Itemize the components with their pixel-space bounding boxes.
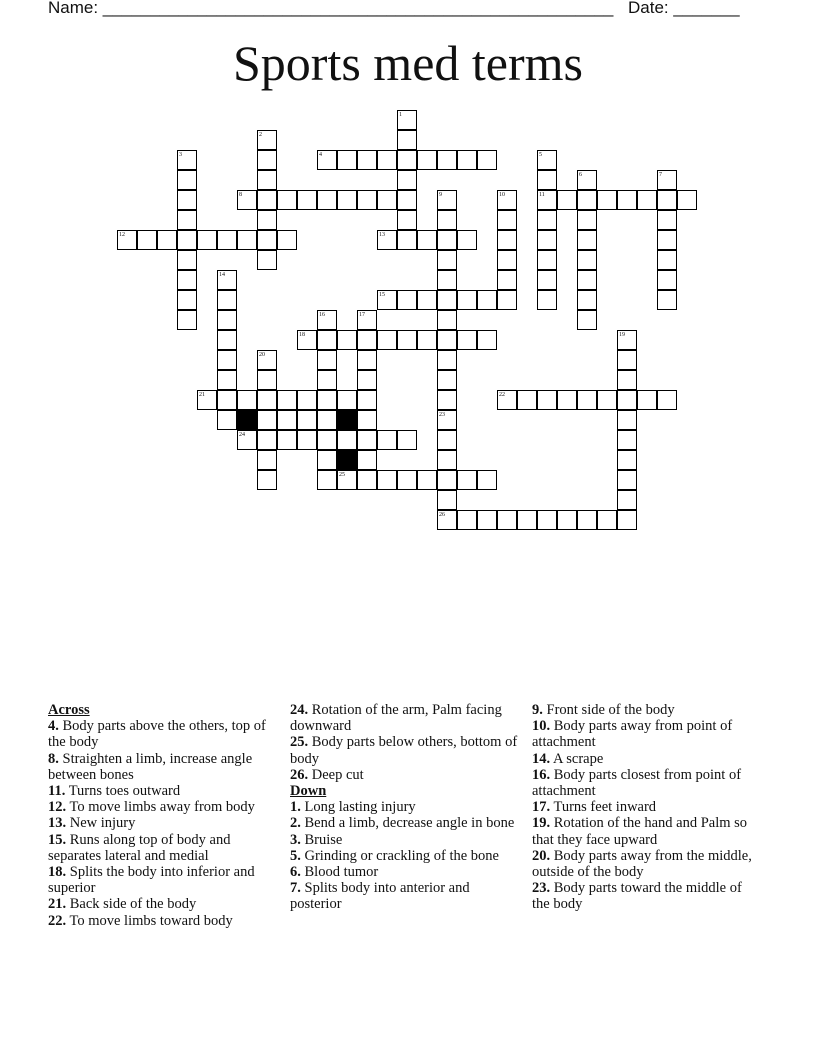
clue-number: 13. [48,815,67,832]
grid-cell[interactable] [357,450,377,470]
cell-number: 3 [179,152,182,158]
grid-cell[interactable] [417,230,437,250]
grid-cell[interactable] [437,450,457,470]
grid-cell[interactable] [257,230,277,250]
clue-item [48,913,278,929]
cell-number: 14 [219,272,225,278]
clue-item [290,734,520,766]
cell-number: 11 [539,192,545,198]
grid-cell[interactable] [617,490,637,510]
grid-cell[interactable] [617,390,637,410]
grid-cell[interactable] [257,170,277,190]
grid-cell[interactable] [257,450,277,470]
clue-number: 23. [532,880,551,897]
grid-cell[interactable] [537,170,557,190]
grid-cell[interactable] [417,330,437,350]
grid-cell[interactable] [477,150,497,170]
grid-cell[interactable] [297,390,317,410]
clues-column-3 [532,702,762,913]
clue-text: Straighten a limb, increase angle between bones [48,750,253,783]
grid-cell[interactable] [617,430,637,450]
clue-text: Body parts toward the middle of the body [532,880,742,913]
grid-cell[interactable] [437,310,457,330]
grid-cell[interactable] [657,210,677,230]
grid-cell[interactable] [317,390,337,410]
cell-number: 1 [399,112,402,118]
cell-number: 13 [379,232,385,238]
grid-cell[interactable] [437,290,457,310]
cell-number: 19 [619,332,625,338]
grid-cell[interactable] [177,310,197,330]
clue-number: 21. [48,896,67,913]
clue-text: A scrape [550,750,604,767]
clue-text: Turns toes outward [65,783,181,800]
clue-text: To move limbs away from body [66,799,255,816]
clue-text: Back side of the body [66,896,197,913]
grid-cell[interactable] [537,390,557,410]
clue-number: 6. [290,864,301,881]
date-field-label: Date: _______ [628,0,740,17]
grid-cell[interactable] [257,410,277,430]
grid-cell[interactable] [177,290,197,310]
grid-cell-black [337,450,357,470]
clue-item [48,864,278,896]
clue-number: 18. [48,864,67,881]
grid-cell[interactable] [577,390,597,410]
grid-cell[interactable] [157,230,177,250]
clue-item [532,815,762,847]
grid-cell[interactable] [537,290,557,310]
grid-cell[interactable] [557,190,577,210]
grid-cell[interactable] [577,270,597,290]
grid-cell[interactable] [257,430,277,450]
clue-number: 17. [532,799,551,816]
cell-number: 18 [299,332,305,338]
grid-cell[interactable] [397,130,417,150]
grid-cell[interactable] [437,430,457,450]
grid-cell[interactable] [637,390,657,410]
grid-cell[interactable] [337,330,357,350]
cell-number: 6 [579,172,582,178]
grid-cell[interactable] [497,510,517,530]
cell-number: 15 [379,292,385,298]
grid-cell[interactable] [437,330,457,350]
clue-text: Blood tumor [300,864,379,881]
cell-number: 24 [239,432,245,438]
clue-item [532,702,762,718]
grid-cell[interactable] [177,270,197,290]
clue-item [290,848,520,864]
clue-item [532,880,762,912]
grid-cell[interactable] [237,390,257,410]
clue-item [532,718,762,750]
grid-cell[interactable] [177,190,197,210]
clue-text: Body parts away from the middle, outside of the body [532,847,752,881]
cell-number: 2 [259,132,262,138]
grid-cell[interactable] [457,470,477,490]
clue-number: 14. [532,750,551,767]
grid-cell[interactable] [217,330,237,350]
clue-item [290,880,520,912]
grid-cell[interactable] [617,450,637,470]
grid-cell[interactable] [317,330,337,350]
clue-item [48,832,278,864]
clue-item [48,718,278,750]
grid-cell[interactable] [257,210,277,230]
grid-cell[interactable] [657,190,677,210]
clue-item [290,864,520,880]
grid-cell[interactable] [317,350,337,370]
grid-cell[interactable] [417,150,437,170]
grid-cell[interactable] [457,330,477,350]
cell-number: 8 [239,192,242,198]
clue-number: 9. [532,702,543,718]
grid-cell[interactable] [317,190,337,210]
grid-cell[interactable] [457,290,477,310]
clue-text: Body parts above the others, top of the body [48,718,266,751]
grid-cell[interactable] [657,250,677,270]
grid-cell[interactable] [577,250,597,270]
clue-number: 7. [290,880,301,897]
grid-cell[interactable] [497,210,517,230]
clue-item [48,896,278,912]
grid-cell[interactable] [437,390,457,410]
cell-number: 16 [319,312,325,318]
grid-cell[interactable] [477,290,497,310]
grid-cell[interactable] [277,430,297,450]
grid-cell[interactable] [217,230,237,250]
grid-cell[interactable] [617,410,637,430]
grid-cell[interactable] [537,250,557,270]
grid-cell[interactable] [177,170,197,190]
clue-text: Bend a limb, decrease angle in bone [300,815,515,832]
grid-cell[interactable] [257,370,277,390]
clue-item [48,799,278,815]
grid-cell[interactable] [617,190,637,210]
clue-number: 4. [48,718,59,735]
grid-cell[interactable] [357,470,377,490]
grid-cell-black [337,410,357,430]
grid-cell[interactable] [257,470,277,490]
grid-cell[interactable] [577,230,597,250]
clues-column-1 [48,702,278,929]
clue-text: Front side of the body [542,702,675,718]
grid-cell[interactable] [437,490,457,510]
grid-cell[interactable] [397,210,417,230]
grid-cell[interactable] [377,430,397,450]
grid-cell[interactable] [537,270,557,290]
grid-cell[interactable] [317,430,337,450]
clue-number: 11. [48,783,66,800]
grid-cell[interactable] [377,330,397,350]
grid-cell[interactable] [357,410,377,430]
clue-item [48,815,278,831]
grid-cell[interactable] [477,470,497,490]
cell-number: 25 [339,472,345,478]
grid-cell[interactable] [377,150,397,170]
grid-cell[interactable] [657,390,677,410]
clue-text: Runs along top of body and separates lateral and medial [48,831,231,864]
grid-cell[interactable] [397,230,417,250]
clue-number: 19. [532,815,551,832]
clue-number: 16. [532,766,551,783]
clue-item [290,799,520,815]
grid-cell[interactable] [437,270,457,290]
grid-cell[interactable] [357,350,377,370]
clue-text: New injury [66,815,136,832]
clue-text: Rotation of the arm, Palm facing downward [290,702,502,735]
clue-item [290,702,520,734]
grid-cell[interactable] [577,210,597,230]
grid-cell[interactable] [617,350,637,370]
grid-cell[interactable] [397,190,417,210]
grid-cell[interactable] [217,290,237,310]
grid-cell[interactable] [237,230,257,250]
grid-cell[interactable] [277,230,297,250]
cell-number: 10 [499,192,505,198]
clue-heading: Down [290,783,327,800]
cell-number: 22 [499,392,505,398]
grid-cell[interactable] [477,510,497,530]
grid-cell[interactable] [297,430,317,450]
grid-cell[interactable] [557,390,577,410]
clue-number: 1. [290,799,301,816]
clue-item [290,767,520,783]
grid-cell[interactable] [577,510,597,530]
grid-cell[interactable] [357,430,377,450]
clue-number: 25. [290,734,309,751]
grid-cell[interactable] [317,370,337,390]
grid-cell[interactable] [657,230,677,250]
grid-cell-black [237,410,257,430]
grid-cell[interactable] [617,510,637,530]
grid-cell[interactable] [257,150,277,170]
cell-number: 9 [439,192,442,198]
grid-cell[interactable] [477,330,497,350]
clue-text: Long lasting injury [300,799,416,816]
grid-cell[interactable] [277,190,297,210]
clue-item [532,799,762,815]
grid-cell[interactable] [217,310,237,330]
grid-cell[interactable] [217,390,237,410]
grid-cell[interactable] [337,430,357,450]
grid-cell[interactable] [417,290,437,310]
grid-cell[interactable] [217,410,237,430]
grid-cell[interactable] [537,510,557,530]
grid-cell[interactable] [317,470,337,490]
clue-item [48,751,278,783]
clue-text: To move limbs toward body [66,912,233,929]
grid-cell[interactable] [457,510,477,530]
grid-cell[interactable] [497,290,517,310]
clue-number: 12. [48,799,67,816]
grid-cell[interactable] [337,150,357,170]
grid-cell[interactable] [637,190,657,210]
cell-number: 20 [259,352,265,358]
clue-text: Body parts closest from point of attachment [532,766,742,800]
clue-item [290,815,520,831]
clue-number: 24. [290,702,309,718]
grid-cell[interactable] [197,230,217,250]
clue-number: 15. [48,831,67,848]
clue-number: 20. [532,847,551,864]
grid-cell[interactable] [177,230,197,250]
grid-cell[interactable] [357,370,377,390]
grid-cell[interactable] [437,470,457,490]
grid-cell[interactable] [357,390,377,410]
grid-cell[interactable] [577,190,597,210]
clue-number: 2. [290,815,301,832]
grid-cell[interactable] [217,370,237,390]
grid-cell[interactable] [437,210,457,230]
grid-cell[interactable] [397,170,417,190]
cell-number: 5 [539,152,542,158]
grid-cell[interactable] [357,330,377,350]
grid-cell[interactable] [597,390,617,410]
grid-cell[interactable] [457,150,477,170]
grid-cell[interactable] [217,350,237,370]
grid-cell[interactable] [437,230,457,250]
grid-cell[interactable] [317,450,337,470]
grid-cell[interactable] [657,290,677,310]
grid-cell[interactable] [337,190,357,210]
clue-number: 22. [48,912,67,929]
grid-cell[interactable] [457,230,477,250]
grid-cell[interactable] [437,250,457,270]
grid-cell[interactable] [537,230,557,250]
clues-column-2 [290,702,520,913]
grid-cell[interactable] [377,190,397,210]
grid-cell[interactable] [437,350,457,370]
cell-number: 4 [319,152,322,158]
clue-text: Grinding or crackling of the bone [300,847,499,864]
clue-text: Splits the body into inferior and superior [48,864,255,897]
grid-cell[interactable] [617,370,637,390]
grid-cell[interactable] [317,410,337,430]
clue-number: 26. [290,766,309,783]
clue-heading: Across [48,702,90,718]
grid-cell[interactable] [397,290,417,310]
grid-cell[interactable] [257,190,277,210]
clue-item [532,848,762,880]
grid-cell[interactable] [537,210,557,230]
cell-number: 7 [659,172,662,178]
grid-cell[interactable] [177,210,197,230]
clue-text: Splits body into anterior and posterior [290,880,470,913]
clue-text: Rotation of the hand and Palm so that they face upward [532,815,748,848]
grid-cell[interactable] [397,430,417,450]
puzzle-title: Sports med terms [233,35,583,91]
clue-number: 8. [48,750,59,767]
clue-text: Body parts below others, bottom of body [290,734,518,767]
grid-cell[interactable] [357,190,377,210]
grid-cell[interactable] [517,510,537,530]
grid-cell[interactable] [497,230,517,250]
grid-cell[interactable] [557,510,577,530]
grid-cell[interactable] [257,390,277,410]
grid-cell[interactable] [617,470,637,490]
grid-cell[interactable] [577,310,597,330]
grid-cell[interactable] [297,410,317,430]
grid-cell[interactable] [357,150,377,170]
cell-number: 12 [119,232,125,238]
grid-cell[interactable] [597,190,617,210]
grid-cell[interactable] [397,150,417,170]
clue-item [532,767,762,799]
grid-cell[interactable] [377,470,397,490]
grid-cell[interactable] [597,510,617,530]
grid-cell[interactable] [677,190,697,210]
clue-text: Bruise [300,831,343,848]
grid-cell[interactable] [277,410,297,430]
grid-cell[interactable] [577,290,597,310]
cell-number: 26 [439,512,445,518]
grid-cell[interactable] [437,370,457,390]
grid-cell[interactable] [417,470,437,490]
cell-number: 17 [359,312,365,318]
clue-text: Body parts away from point of attachment [532,718,733,751]
grid-cell[interactable] [497,250,517,270]
cell-number: 23 [439,412,445,418]
grid-cell[interactable] [517,390,537,410]
grid-cell[interactable] [277,390,297,410]
clue-number: 3. [290,831,301,848]
grid-cell[interactable] [497,270,517,290]
grid-cell[interactable] [397,470,417,490]
clue-item [48,783,278,799]
clue-number: 5. [290,847,301,864]
clue-number: 10. [532,718,551,735]
clue-text: Turns feet inward [550,799,657,816]
grid-cell[interactable] [177,250,197,270]
grid-cell[interactable] [397,330,417,350]
grid-cell[interactable] [337,390,357,410]
clue-item [290,832,520,848]
grid-cell[interactable] [437,150,457,170]
cell-number: 21 [199,392,205,398]
clue-item [532,751,762,767]
grid-cell[interactable] [137,230,157,250]
name-field-label: Name: ______________________________________________________ [48,0,614,17]
grid-cell[interactable] [297,190,317,210]
clue-text: Deep cut [308,766,364,783]
grid-cell[interactable] [257,250,277,270]
grid-cell[interactable] [657,270,677,290]
